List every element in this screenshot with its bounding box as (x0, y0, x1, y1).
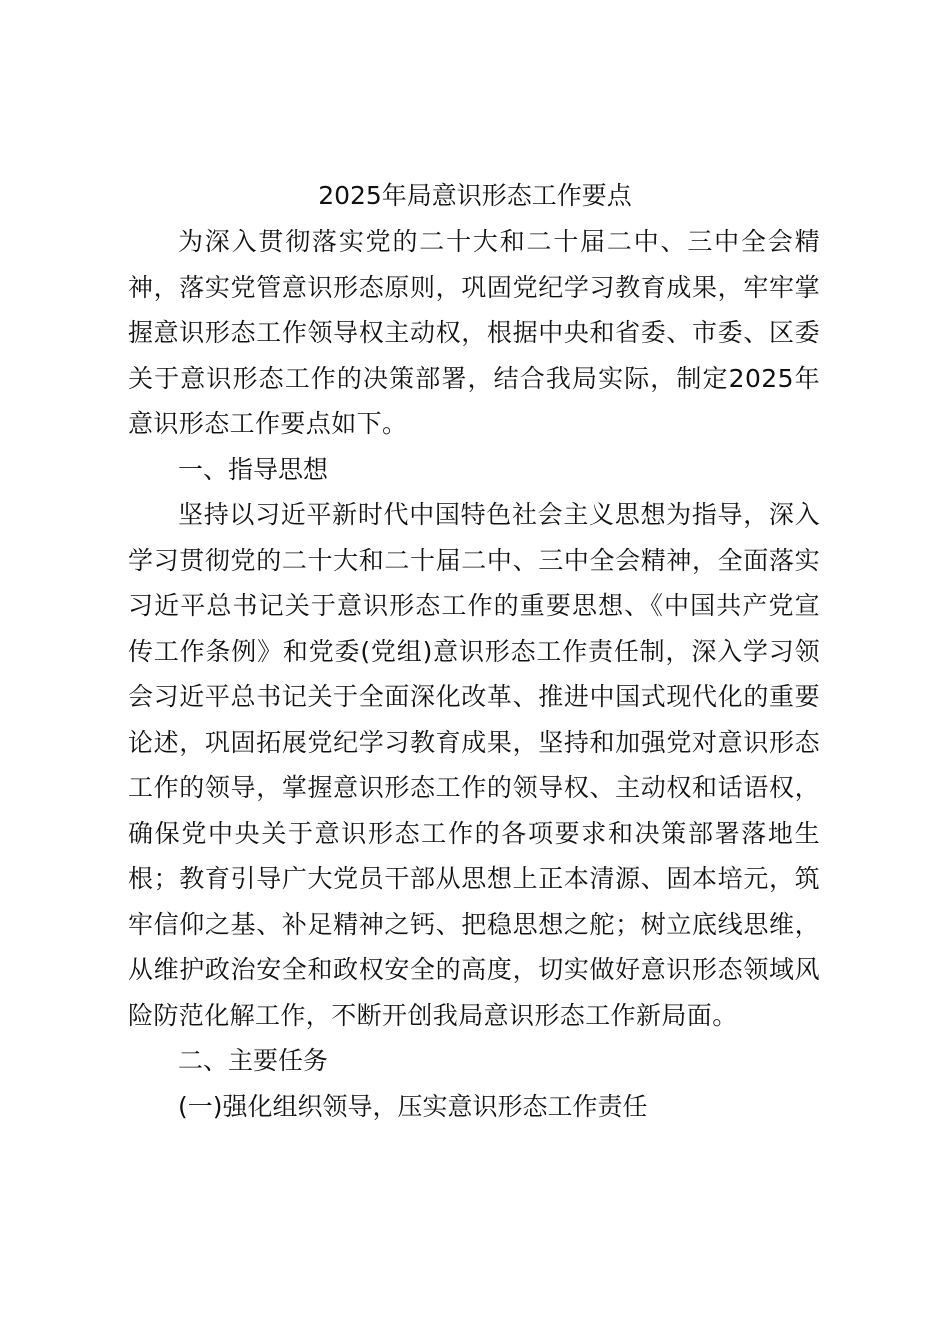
intro-paragraph: 为深入贯彻落实党的二十大和二十届二中、三中全会精神，落实党管意识形态原则，巩固党纪学习教育成果，牢牢掌握意识形态工作领导权主动权，根据中央和省委、市委、区委关于意识形态工作的决策部署，结合我局实际，制定2025年意识形态工作要点如下。 (128, 227, 820, 438)
document-body (128, 219, 820, 1129)
document-title: 2025年局意识形态工作要点 (318, 181, 632, 210)
section-heading-main-tasks: 二、主要任务 (178, 1046, 329, 1075)
guiding-thought-paragraph: 坚持以习近平新时代中国特色社会主义思想为指导，深入学习贯彻党的二十大和二十届二中、三中全会精神，全面落实习近平总书记关于意识形态工作的重要思想、《中国共产党宣传工作条例》和党委(党组)意识形态工作责任制，深入学习领会习近平总书记关于全面深化改革、推进中国式现代化的重要论述，巩固拓展党纪学习教育成果，坚持和加强党对意识形态工作的领导，掌握意识形态工作的领导权、主动权和话语权，确保党中央关于意识形态工作的各项要求和决策部署落地生根；教育引导广大党员干部从思想上正本清源、固本培元，筑牢信仰之基、补足精神之钙、把稳思想之舵；树立底线思维，从维护政治安全和政权安全的高度，切实做好意识形态领域风险防范化解工作，不断开创我局意识形态工作新局面。 (128, 500, 820, 1030)
subsection-heading-organization: (一)强化组织领导，压实意识形态工作责任 (178, 1091, 648, 1121)
section-heading-guiding-thought: 一、指导思想 (178, 454, 329, 484)
